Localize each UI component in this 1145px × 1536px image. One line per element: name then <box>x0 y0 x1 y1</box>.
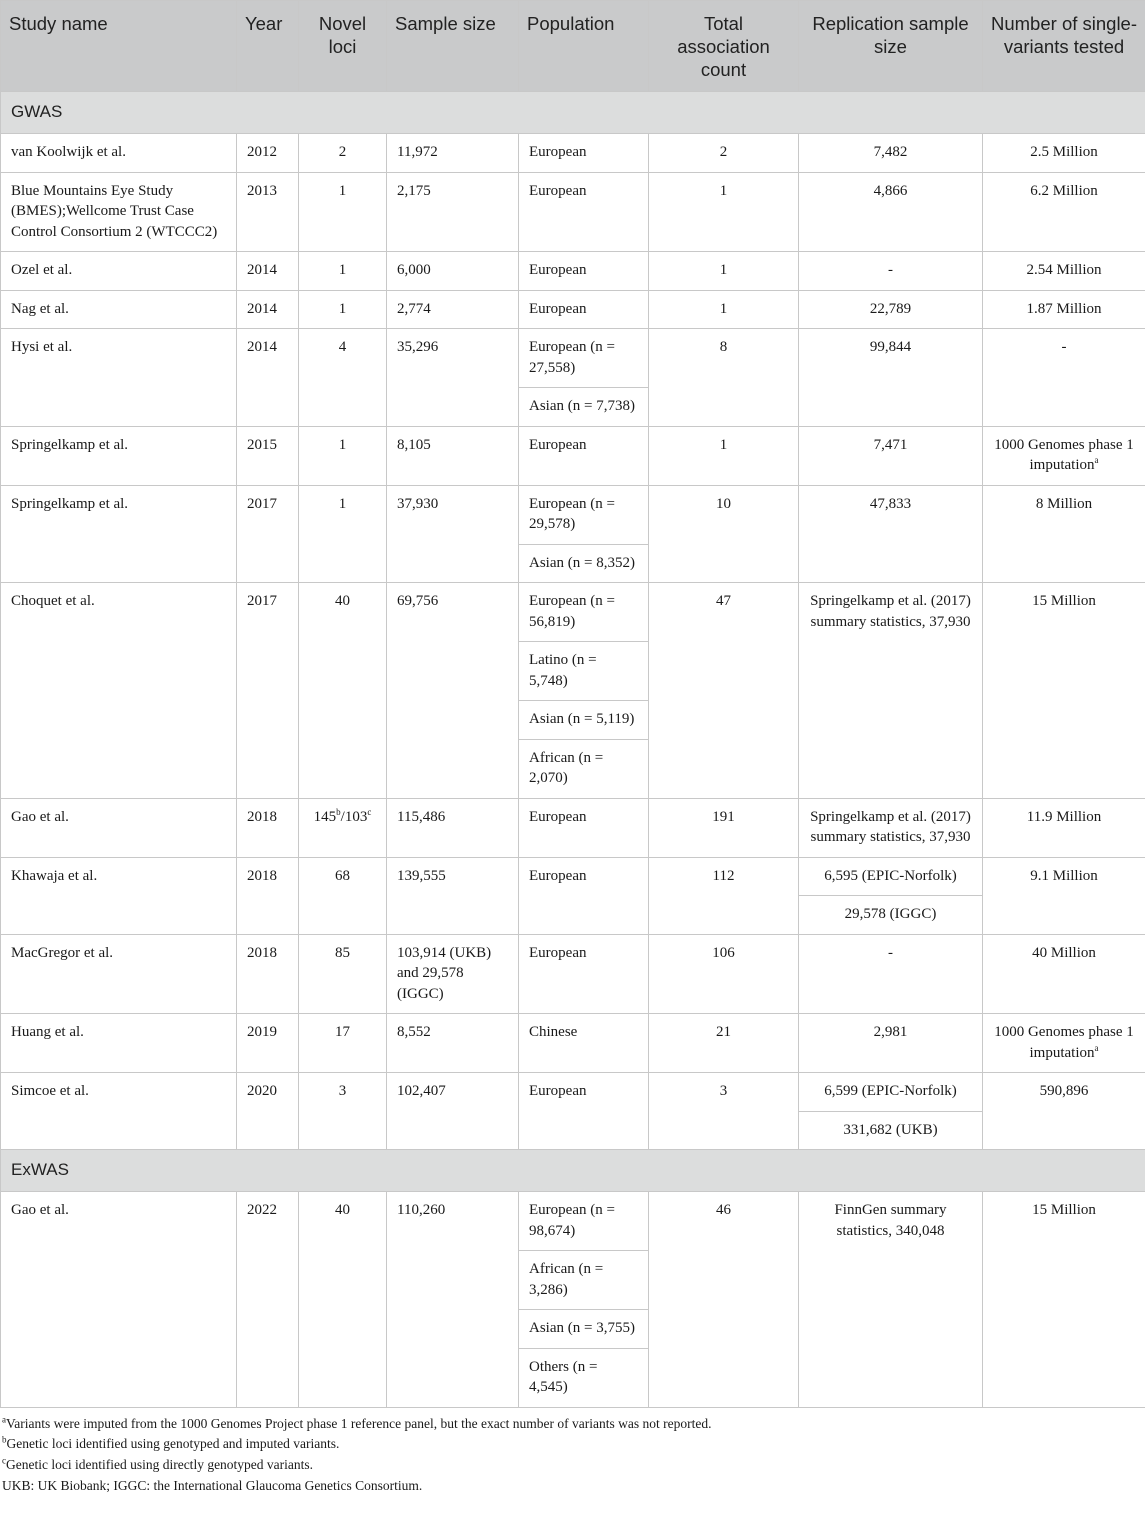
variants-tested-cell <box>983 1014 1145 1073</box>
novel-loci-cell <box>299 1073 387 1150</box>
population-cell <box>519 134 649 173</box>
population-entry: African (n = 2,070) <box>519 739 648 798</box>
replication-cell <box>799 172 983 252</box>
sample-size-cell: 110,260 <box>387 1192 519 1408</box>
sample-size-cell: 37,930 <box>387 485 519 583</box>
variants-tested-value: 15 Million <box>1032 593 1096 609</box>
variants-tested-value: 590,896 <box>1039 1083 1089 1099</box>
population-entry: European <box>529 436 587 453</box>
replication-cell <box>799 426 983 485</box>
table-row <box>1 934 1145 1014</box>
variants-tested-value: - <box>1061 339 1067 355</box>
footnote-marker: c <box>367 806 372 817</box>
novel-loci-value: 68 <box>335 867 350 884</box>
replication-cell <box>799 1192 983 1408</box>
year-cell: 2012 <box>237 134 299 173</box>
variants-tested-cell <box>983 485 1145 583</box>
variants-tested-value: 1000 Genomes phase 1 imputation <box>994 1024 1134 1061</box>
population-entry: European (n = 29,578) <box>529 495 615 532</box>
population-entry: European <box>529 144 587 160</box>
replication-entry: 331,682 (UKB) <box>799 1111 982 1150</box>
population-cell <box>519 583 649 799</box>
variants-tested-value: 2.5 Million <box>1030 144 1098 160</box>
population-cell <box>519 798 649 857</box>
novel-loci-cell <box>299 798 387 857</box>
variants-tested-value: 1000 Genomes phase 1 imputation <box>994 436 1134 473</box>
population-cell <box>519 252 649 291</box>
variants-tested-cell <box>983 1192 1145 1408</box>
population-cell <box>519 934 649 1014</box>
variants-tested-cell <box>983 329 1145 427</box>
year-cell: 2014 <box>237 252 299 291</box>
footnote-marker: b <box>336 806 341 817</box>
population-entry: European <box>529 867 587 884</box>
variants-tested-cell <box>983 1073 1145 1150</box>
replication-entry: 6,595 (EPIC-Norfolk) <box>824 867 957 884</box>
novel-loci-value: 1 <box>338 436 347 453</box>
section-row <box>1 1150 1145 1192</box>
variants-tested-value: 9.1 Million <box>1030 867 1098 884</box>
replication-entry: FinnGen summary statistics, 340,048 <box>834 1202 947 1239</box>
novel-loci-cell <box>299 290 387 329</box>
section-label: GWAS <box>1 92 1145 134</box>
table-row <box>1 857 1145 934</box>
variants-tested-value: 11.9 Million <box>1026 808 1102 825</box>
study-name-cell: van Koolwijk et al. <box>1 134 237 173</box>
footnote <box>2 1414 1143 1435</box>
population-cell <box>519 1014 649 1073</box>
table-row <box>1 329 1145 427</box>
novel-loci-value: 40 <box>335 1202 350 1218</box>
population-cell <box>519 1073 649 1150</box>
study-name-cell: Springelkamp et al. <box>1 485 237 583</box>
population-entry: Asian (n = 5,119) <box>519 700 648 739</box>
novel-loci-cell <box>299 857 387 934</box>
variants-tested-cell <box>983 934 1145 1014</box>
association-count-cell: 3 <box>649 1073 799 1150</box>
novel-loci-cell <box>299 1014 387 1073</box>
study-name-cell: Choquet et al. <box>1 583 237 799</box>
population-entry: Asian (n = 8,352) <box>519 544 648 583</box>
novel-loci-value: 85 <box>335 944 350 961</box>
header-study-name: Study name <box>1 1 237 92</box>
footnote-marker: c <box>2 1455 6 1466</box>
variants-tested-cell <box>983 426 1145 485</box>
year-cell: 2017 <box>237 583 299 799</box>
population-cell <box>519 485 649 583</box>
novel-loci-value: 4 <box>338 339 347 355</box>
novel-loci-cell <box>299 329 387 427</box>
variants-tested-cell <box>983 290 1145 329</box>
sample-size-cell: 115,486 <box>387 798 519 857</box>
population-entry: European <box>529 182 587 199</box>
year-cell: 2013 <box>237 172 299 252</box>
table-row <box>1 1073 1145 1150</box>
footnote-text: Variants were imputed from the 1000 Genomes Project phase 1 reference panel, but the exact number of variants was not reported. <box>6 1415 712 1431</box>
study-name-cell: Simcoe et al. <box>1 1073 237 1150</box>
sample-size-cell: 35,296 <box>387 329 519 427</box>
study-name-cell: Khawaja et al. <box>1 857 237 934</box>
novel-loci-cell <box>299 1192 387 1408</box>
novel-loci-cell <box>299 252 387 291</box>
variants-tested-value: 1.87 Million <box>1026 300 1102 317</box>
replication-cell <box>799 252 983 291</box>
population-cell <box>519 426 649 485</box>
sample-size-cell: 139,555 <box>387 857 519 934</box>
replication-entry: Springelkamp et al. (2017) summary statistics, 37,930 <box>810 808 971 845</box>
footnote-marker: b <box>2 1434 7 1445</box>
variants-tested-value: 6.2 Million <box>1030 182 1098 199</box>
sample-size-cell: 11,972 <box>387 134 519 173</box>
replication-cell <box>799 798 983 857</box>
replication-cell <box>799 857 983 934</box>
replication-cell <box>799 1014 983 1073</box>
population-cell <box>519 172 649 252</box>
population-entry: European (n = 56,819) <box>529 593 615 630</box>
replication-cell <box>799 934 983 1014</box>
replication-cell <box>799 485 983 583</box>
novel-loci-value: 1 <box>338 300 347 317</box>
replication-entry: 22,789 <box>869 300 912 317</box>
population-cell <box>519 1192 649 1408</box>
variants-tested-cell <box>983 134 1145 173</box>
population-entry: Asian (n = 7,738) <box>519 387 648 426</box>
header-sample-size: Sample size <box>387 1 519 92</box>
population-entry: African (n = 3,286) <box>519 1250 648 1309</box>
novel-loci-value: 145 <box>313 808 337 825</box>
header-replication-sample-size: Replication sample size <box>799 1 983 92</box>
replication-cell <box>799 329 983 427</box>
novel-loci-cell <box>299 426 387 485</box>
population-entry: European <box>529 1083 587 1099</box>
novel-loci-cell <box>299 134 387 173</box>
year-cell: 2020 <box>237 1073 299 1150</box>
study-name-cell: Blue Mountains Eye Study (BMES);Wellcome Trust Case Control Consortium 2 (WTCCC2) <box>1 172 237 252</box>
novel-loci-value: 17 <box>335 1024 350 1040</box>
table-row <box>1 172 1145 252</box>
table-row <box>1 290 1145 329</box>
footnote-marker: a <box>1094 455 1099 465</box>
year-cell: 2018 <box>237 798 299 857</box>
study-name-cell: Gao et al. <box>1 798 237 857</box>
association-count-cell: 112 <box>649 857 799 934</box>
replication-entry: 29,578 (IGGC) <box>799 895 982 934</box>
footnote-text: UKB: UK Biobank; IGGC: the International Glaucoma Genetics Consortium. <box>2 1477 423 1493</box>
header-total-association-count: Total association count <box>649 1 799 92</box>
association-count-cell: 106 <box>649 934 799 1014</box>
association-count-cell: 1 <box>649 252 799 291</box>
study-name-cell: Hysi et al. <box>1 329 237 427</box>
population-cell <box>519 290 649 329</box>
novel-loci-value: 40 <box>335 593 350 609</box>
population-entry: European <box>529 944 587 961</box>
population-cell <box>519 329 649 427</box>
header-novel-loci: Novel loci <box>299 1 387 92</box>
replication-entry: 47,833 <box>869 495 912 512</box>
year-cell: 2022 <box>237 1192 299 1408</box>
header-year: Year <box>237 1 299 92</box>
replication-entry: 7,471 <box>873 436 908 453</box>
novel-loci-cell <box>299 485 387 583</box>
association-count-cell: 191 <box>649 798 799 857</box>
association-count-cell: 8 <box>649 329 799 427</box>
variants-tested-value: 15 Million <box>1032 1202 1096 1218</box>
novel-loci-value: 2 <box>338 144 347 160</box>
replication-entry: - <box>888 262 893 278</box>
replication-cell <box>799 1073 983 1150</box>
study-name-cell: MacGregor et al. <box>1 934 237 1014</box>
section-label: ExWAS <box>1 1150 1145 1192</box>
replication-entry: 7,482 <box>873 144 908 160</box>
replication-cell <box>799 290 983 329</box>
table-header-row <box>1 1 1145 92</box>
footnote-text: Genetic loci identified using directly genotyped variants. <box>6 1457 314 1473</box>
population-entry: Chinese <box>529 1024 578 1040</box>
variants-tested-value: 2.54 Million <box>1026 262 1102 278</box>
variants-tested-cell <box>983 252 1145 291</box>
variants-tested-value: 40 Million <box>1032 944 1096 961</box>
population-entry: Asian (n = 3,755) <box>519 1309 648 1348</box>
table-row <box>1 252 1145 291</box>
variants-tested-cell <box>983 172 1145 252</box>
population-entry: European (n = 98,674) <box>529 1202 615 1239</box>
table-row <box>1 1014 1145 1073</box>
section-row <box>1 92 1145 134</box>
footnote <box>2 1434 1143 1455</box>
replication-entry: Springelkamp et al. (2017) summary statistics, 37,930 <box>810 593 971 630</box>
table-row <box>1 485 1145 583</box>
novel-loci-cell <box>299 172 387 252</box>
novel-loci-value: 3 <box>338 1083 347 1099</box>
variants-tested-cell <box>983 583 1145 799</box>
footnote <box>2 1476 1143 1497</box>
association-count-cell: 1 <box>649 172 799 252</box>
footnote-text: Genetic loci identified using genotyped and imputed variants. <box>6 1436 340 1452</box>
novel-loci-value-alt: /103 <box>340 808 368 825</box>
population-cell <box>519 857 649 934</box>
sample-size-cell: 2,774 <box>387 290 519 329</box>
population-entry: Others (n = 4,545) <box>519 1348 648 1407</box>
study-name-cell: Gao et al. <box>1 1192 237 1408</box>
population-entry: European <box>529 808 587 825</box>
header-population: Population <box>519 1 649 92</box>
association-count-cell: 46 <box>649 1192 799 1408</box>
study-name-cell: Huang et al. <box>1 1014 237 1073</box>
footnote-marker: a <box>2 1414 6 1424</box>
association-count-cell: 21 <box>649 1014 799 1073</box>
replication-entry: 99,844 <box>869 339 912 355</box>
table-footnotes <box>0 1408 1145 1497</box>
replication-entry: 6,599 (EPIC-Norfolk) <box>824 1083 957 1099</box>
sample-size-cell: 69,756 <box>387 583 519 799</box>
study-name-cell: Ozel et al. <box>1 252 237 291</box>
population-entry: European <box>529 300 587 317</box>
table-row <box>1 426 1145 485</box>
association-count-cell: 10 <box>649 485 799 583</box>
novel-loci-value: 1 <box>338 182 347 199</box>
replication-entry: - <box>888 944 893 961</box>
study-name-cell: Springelkamp et al. <box>1 426 237 485</box>
variants-tested-cell <box>983 857 1145 934</box>
variants-tested-cell <box>983 798 1145 857</box>
population-entry: Latino (n = 5,748) <box>519 641 648 700</box>
sample-size-cell: 6,000 <box>387 252 519 291</box>
replication-entry: 2,981 <box>873 1024 908 1040</box>
year-cell: 2018 <box>237 857 299 934</box>
year-cell: 2019 <box>237 1014 299 1073</box>
table-row <box>1 798 1145 857</box>
year-cell: 2017 <box>237 485 299 583</box>
study-name-cell: Nag et al. <box>1 290 237 329</box>
sample-size-cell: 103,914 (UKB) and 29,578 (IGGC) <box>387 934 519 1014</box>
table-row <box>1 583 1145 799</box>
replication-cell <box>799 134 983 173</box>
sample-size-cell: 102,407 <box>387 1073 519 1150</box>
year-cell: 2015 <box>237 426 299 485</box>
replication-cell <box>799 583 983 799</box>
novel-loci-value: 1 <box>338 262 347 278</box>
novel-loci-cell <box>299 583 387 799</box>
year-cell: 2014 <box>237 290 299 329</box>
novel-loci-value: 1 <box>338 495 347 512</box>
association-count-cell: 1 <box>649 290 799 329</box>
header-single-variants-tested: Number of single-variants tested <box>983 1 1145 92</box>
footnote <box>2 1455 1143 1476</box>
population-entry: European <box>529 262 587 278</box>
sample-size-cell: 2,175 <box>387 172 519 252</box>
population-entry: European (n = 27,558) <box>529 339 615 376</box>
table-row <box>1 134 1145 173</box>
sample-size-cell: 8,552 <box>387 1014 519 1073</box>
variants-tested-value: 8 Million <box>1035 495 1093 512</box>
association-count-cell: 1 <box>649 426 799 485</box>
association-count-cell: 2 <box>649 134 799 173</box>
association-count-cell: 47 <box>649 583 799 799</box>
table-row <box>1 1192 1145 1408</box>
novel-loci-cell <box>299 934 387 1014</box>
footnote-marker: a <box>1094 1042 1099 1053</box>
year-cell: 2018 <box>237 934 299 1014</box>
year-cell: 2014 <box>237 329 299 427</box>
sample-size-cell: 8,105 <box>387 426 519 485</box>
replication-entry: 4,866 <box>873 182 908 199</box>
